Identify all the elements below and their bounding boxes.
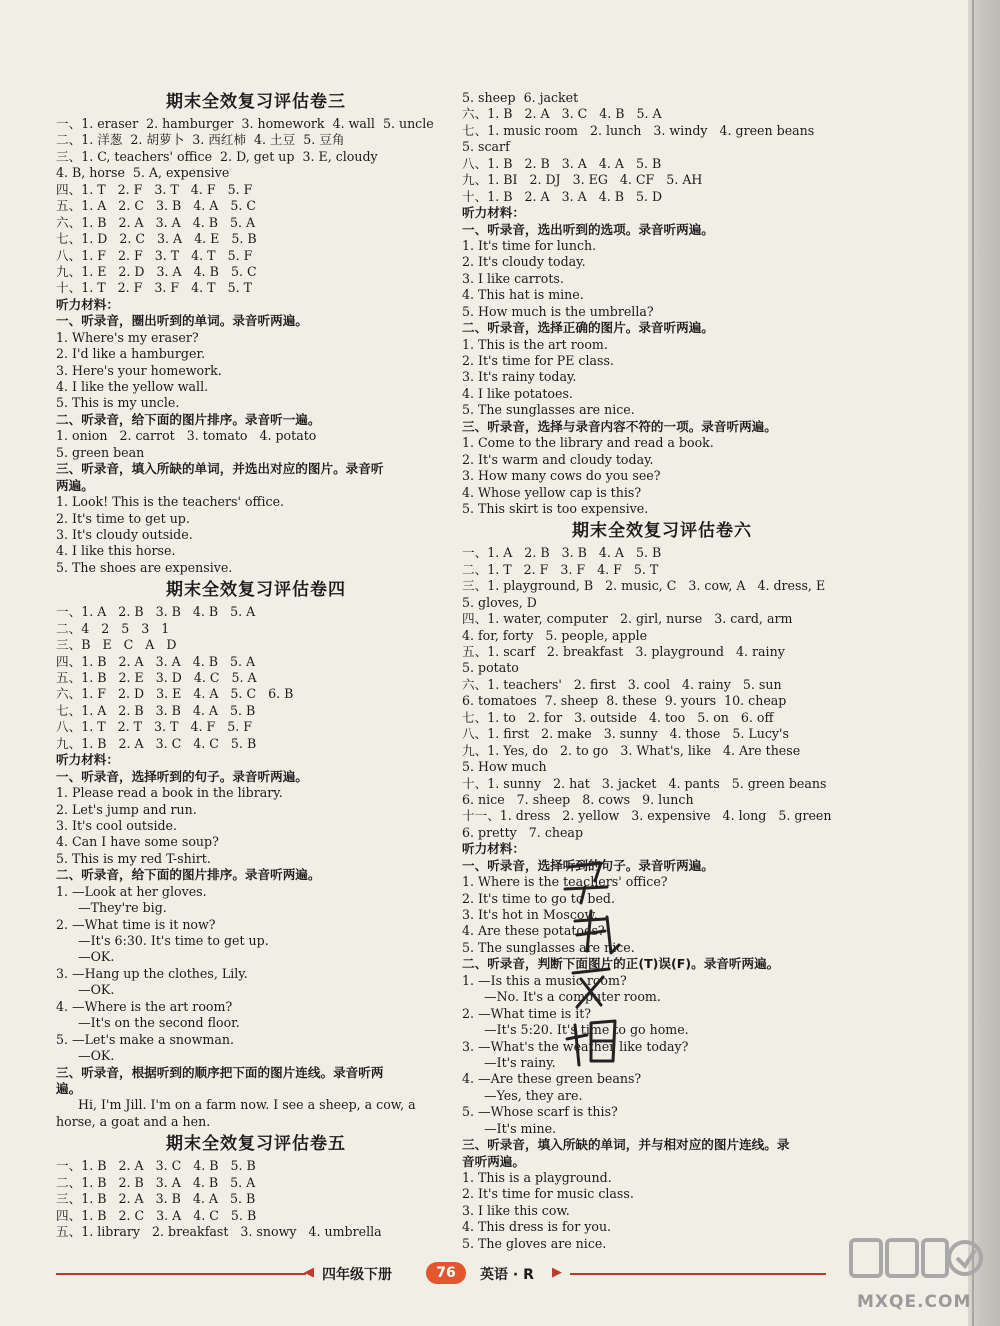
footer-rule-left: [56, 1273, 306, 1275]
answer-line: 一、1. eraser 2. hamburger 3. homework 4. wall 5. uncle: [56, 116, 434, 131]
answer-line: 九、1. E 2. D 3. A 4. B 5. C: [56, 263, 257, 279]
answer-line: 5. How much is the umbrella?: [462, 303, 654, 319]
answer-line: 4. for, forty 5. people, apple: [462, 627, 648, 643]
answer-line: 6. pretty 7. cheap: [462, 824, 584, 840]
answer-line: 1. Where is the teachers' office?: [462, 874, 668, 890]
answer-line: 八、1. T 2. T 3. T 4. F 5. F: [56, 719, 252, 735]
answer-line: 八、1. B 2. B 3. A 4. A 5. B: [462, 155, 662, 171]
answer-line: 五、1. scarf 2. breakfast 3. playground 4. rainy: [462, 644, 785, 659]
section-heading: 一、听录音，选出听到的选项。录音听两遍。: [462, 221, 714, 237]
answer-line: 一、1. A 2. B 3. B 4. B 5. A: [56, 604, 256, 620]
watermark-text: MXQE.COM: [857, 1292, 972, 1312]
section-heading: 二、听录音，给下面的图片排序。录音听一遍。: [56, 411, 321, 427]
answer-line: 三、1. C, teachers' office 2. D, get up 3. E, cloudy: [56, 148, 378, 164]
section-heading: 听力材料：: [56, 296, 119, 312]
section-heading: 三、听录音，选择与录音内容不符的一项。录音听两遍。: [462, 418, 777, 434]
answer-line: 九、1. Yes, do 2. to go 3. What's, like 4. Are these: [462, 742, 801, 758]
answer-line: 4. I like this horse.: [56, 543, 176, 559]
section-heading: 音听两遍。: [462, 1153, 525, 1169]
section-title: 期末全效复习评估卷四: [166, 580, 346, 601]
answer-line: —It's 6:30. It's time to get up.: [78, 933, 269, 948]
answer-line: 5. The sunglasses are nice.: [462, 939, 635, 955]
answer-line: 1. —Is this a music room?: [462, 972, 627, 988]
answer-line: 1. Come to the library and read a book.: [462, 435, 714, 451]
answer-line: 1. This is the art room.: [462, 336, 608, 352]
section-heading: 一、听录音，选择听到的句子。录音听两遍。: [462, 857, 714, 873]
section-heading: 二、听录音，判断下面图片的正(T)误(F)。录音听两遍。: [462, 956, 780, 972]
answer-line: 1. Please read a book in the library.: [56, 785, 283, 801]
answer-line: 一、1. B 2. A 3. C 4. B 5. B: [56, 1158, 256, 1174]
answer-line: 七、1. D 2. C 3. A 4. E 5. B: [56, 231, 257, 247]
answer-line: 5. sheep 6. jacket: [462, 90, 579, 105]
section-title: 期末全效复习评估卷三: [166, 92, 346, 112]
answer-line: 十、1. T 2. F 3. F 4. T 5. T: [56, 280, 252, 296]
answer-line: —Yes, they are.: [484, 1087, 583, 1103]
answer-line: 1. Where's my eraser?: [56, 329, 199, 345]
answer-line: 九、1. B 2. A 3. C 4. C 5. B: [56, 735, 257, 751]
answer-line: 二、1. T 2. F 3. F 4. F 5. T: [462, 561, 659, 577]
answer-line: 十一、1. dress 2. yellow 3. expensive 4. long 5. green: [462, 808, 832, 824]
answer-line: 三、1. B 2. A 3. B 4. A 5. B: [56, 1191, 256, 1207]
footer-subject: 英语 · R: [480, 1267, 534, 1283]
answer-line: horse, a goat and a hen.: [56, 1113, 211, 1129]
answer-line: 4. Whose yellow cap is this?: [462, 484, 642, 500]
answer-line: 5. gloves, D: [462, 594, 537, 610]
answer-line: 4. —Where is the art room?: [56, 998, 233, 1014]
section-heading: 三、听录音，填入所缺的单词，并与相对应的图片连线。录: [462, 1137, 790, 1153]
section-title: 期末全效复习评估卷五: [166, 1134, 346, 1155]
answer-line: —OK.: [78, 982, 115, 998]
handwritten-scribble: [555, 855, 675, 1075]
answer-line: 4. I like potatoes.: [462, 385, 573, 401]
answer-line: 二、4 2 5 3 1: [56, 620, 170, 636]
section-heading: 听力材料：: [462, 841, 525, 857]
answer-line: 八、1. F 2. F 3. T 4. T 5. F: [56, 247, 253, 263]
answer-line: 1. onion 2. carrot 3. tomato 4. potato: [56, 428, 317, 444]
answer-line: 5. The sunglasses are nice.: [462, 402, 635, 418]
answer-line: 2. It's time to go to bed.: [462, 890, 615, 906]
answer-line: 5. This is my red T-shirt.: [56, 850, 211, 866]
section-heading: 听力材料：: [56, 752, 119, 768]
chevron-right-icon: ▶: [552, 1265, 562, 1280]
answer-line: 3. —What's the weather like today?: [462, 1038, 689, 1054]
answer-line: 四、1. B 2. C 3. A 4. C 5. B: [56, 1207, 257, 1223]
section-heading: 听力材料：: [462, 205, 525, 221]
answer-line: 5. This skirt is too expensive.: [462, 500, 649, 516]
answer-line: 5. The gloves are nice.: [462, 1235, 607, 1251]
section-heading: 三、听录音，根据听到的顺序把下面的图片连线。录音听两: [56, 1064, 384, 1080]
answer-line: —OK.: [78, 1048, 115, 1064]
chevron-left-icon: ◀: [304, 1265, 314, 1280]
answer-line: 4. Are these potatoes?: [462, 923, 605, 939]
answer-line: 九、1. BI 2. DJ 3. EG 4. CF 5. AH: [462, 172, 703, 188]
answer-line: 2. Let's jump and run.: [56, 801, 197, 817]
answer-line: 十、1. B 2. A 3. A 4. B 5. D: [462, 188, 663, 204]
footer-rule-right: [570, 1273, 826, 1275]
answer-line: 七、1. A 2. B 3. B 4. A 5. B: [56, 702, 256, 718]
answer-line: 5. The shoes are expensive.: [56, 559, 233, 575]
section-heading: 一、听录音，选择听到的句子。录音听两遍。: [56, 768, 308, 784]
answer-line: —OK.: [78, 949, 115, 965]
answer-line: 四、1. T 2. F 3. T 4. F 5. F: [56, 181, 253, 197]
answer-line: 3. It's rainy today.: [462, 369, 577, 385]
answer-line: 4. —Are these green beans?: [462, 1071, 642, 1087]
page-number: 76: [426, 1262, 466, 1284]
answer-line: 七、1. music room 2. lunch 3. windy 4. green beans: [462, 122, 815, 138]
answer-line: 六、1. B 2. A 3. A 4. B 5. A: [56, 214, 256, 230]
answer-line: 3. It's cool outside.: [56, 817, 177, 833]
answer-line: 5. —Whose scarf is this?: [462, 1104, 618, 1120]
answer-line: 三、B E C A D: [56, 637, 177, 653]
answer-line: 2. —What time is it now?: [56, 916, 216, 932]
answer-line: —It's on the second floor.: [78, 1015, 240, 1031]
answer-line: 5. —Let's make a snowman.: [56, 1031, 234, 1047]
right-column: [462, 90, 862, 1252]
section-title: 期末全效复习评估卷六: [572, 521, 752, 542]
answer-line: 六、1. B 2. A 3. C 4. B 5. A: [462, 106, 662, 122]
answer-line: 2. I'd like a hamburger.: [56, 346, 206, 362]
answer-line: 2. It's time for PE class.: [462, 353, 614, 368]
answer-line: 5. potato: [462, 660, 519, 676]
answer-line: 六、1. F 2. D 3. E 4. A 5. C 6. B: [56, 686, 294, 702]
answer-line: 一、1. A 2. B 3. B 4. A 5. B: [462, 545, 662, 561]
answer-line: 1. It's time for lunch.: [462, 237, 597, 253]
answer-line: 3. I like carrots.: [462, 270, 564, 286]
answer-line: 4. I like the yellow wall.: [56, 379, 209, 394]
answer-line: 2. —What time is it?: [462, 1005, 592, 1021]
answer-line: 3. It's hot in Moscow.: [462, 907, 598, 922]
page-footer: [56, 1262, 826, 1286]
answer-line: 6. nice 7. sheep 8. cows 9. lunch: [462, 791, 694, 807]
answer-line: 四、1. B 2. A 3. A 4. B 5. A: [56, 653, 256, 669]
section-heading: 遍。: [56, 1080, 82, 1096]
answer-line: 1. This is a playground.: [462, 1170, 612, 1185]
section-heading: 二、听录音，给下面的图片排序。录音听两遍。: [56, 867, 321, 883]
answer-line: 六、1. teachers' 2. first 3. cool 4. rainy 5. sun: [462, 676, 782, 692]
answer-line: —It's 5:20. It's time to go home.: [484, 1022, 689, 1038]
section-heading: 三、听录音，填入所缺的单词，并选出对应的图片。录音听: [56, 461, 384, 477]
answer-line: 4. Can I have some soup?: [56, 834, 219, 850]
answer-line: 五、1. library 2. breakfast 3. snowy 4. umbrella: [56, 1224, 382, 1239]
watermark-logo: [845, 1230, 985, 1290]
answer-line: 2. It's time to get up.: [56, 510, 190, 526]
answer-line: 3. —Hang up the clothes, Lily.: [56, 965, 248, 981]
answer-line: 3. How many cows do you see?: [462, 468, 661, 484]
answer-line: 3. I like this cow.: [462, 1202, 570, 1218]
answer-line: 5. green bean: [56, 444, 145, 460]
answer-line: 3. Here's your homework.: [56, 362, 222, 378]
answer-line: 二、1. B 2. B 3. A 4. B 5. A: [56, 1174, 256, 1190]
section-heading: 二、听录音，选择正确的图片。录音听两遍。: [462, 320, 714, 336]
watermark: [845, 1230, 985, 1320]
page-edge-shadow: [972, 0, 974, 1326]
answer-line: 5. This is my uncle.: [56, 395, 180, 411]
answer-line: 4. B, horse 5. A, expensive: [56, 165, 230, 181]
answer-line: 三、1. playground, B 2. music, C 3. cow, A 4. dress, E: [462, 578, 826, 594]
answer-line: 五、1. A 2. C 3. B 4. A 5. C: [56, 198, 257, 214]
answer-line: 八、1. first 2. make 3. sunny 4. those 5. Lucy's: [462, 726, 789, 742]
answer-line: —They're big.: [78, 900, 167, 916]
answer-line: 4. This dress is for you.: [462, 1219, 612, 1235]
answer-line: 4. This hat is mine.: [462, 287, 584, 303]
answer-line: 1. Look! This is the teachers' office.: [56, 494, 285, 510]
answer-line: 七、1. to 2. for 3. outside 4. too 5. on 6. off: [462, 709, 774, 725]
answer-line: 2. It's cloudy today.: [462, 254, 586, 270]
answer-line: 1. —Look at her gloves.: [56, 883, 207, 899]
answer-line: 2. It's warm and cloudy today.: [462, 451, 654, 467]
answer-line: 四、1. water, computer 2. girl, nurse 3. card, arm: [462, 611, 793, 627]
answer-line: 5. How much: [462, 759, 547, 775]
answer-line: 十、1. sunny 2. hat 3. jacket 4. pants 5. green beans: [462, 775, 827, 791]
footer-grade: 四年级下册: [322, 1267, 392, 1283]
answer-line: 3. It's cloudy outside.: [56, 526, 193, 542]
answer-line: —It's rainy.: [484, 1054, 556, 1070]
answer-line: —No. It's a computer room.: [484, 989, 661, 1005]
answer-line: 5. scarf: [462, 139, 510, 155]
answer-line: 五、1. B 2. E 3. D 4. C 5. A: [56, 670, 257, 685]
section-heading: 两遍。: [56, 477, 94, 493]
answer-line: 6. tomatoes 7. sheep 8. these 9. yours 10. cheap: [462, 693, 787, 709]
answer-line: 2. It's time for music class.: [462, 1186, 634, 1202]
answer-line: —It's mine.: [484, 1120, 557, 1136]
answer-line: Hi, I'm Jill. I'm on a farm now. I see a sheep, a cow, a: [78, 1097, 416, 1113]
answer-line: 二、1. 洋葱 2. 胡萝卜 3. 西红柿 4. 土豆 5. 豆角: [56, 132, 345, 148]
left-column: [56, 88, 456, 1240]
section-heading: 一、听录音，圈出听到的单词。录音听两遍。: [56, 313, 308, 329]
